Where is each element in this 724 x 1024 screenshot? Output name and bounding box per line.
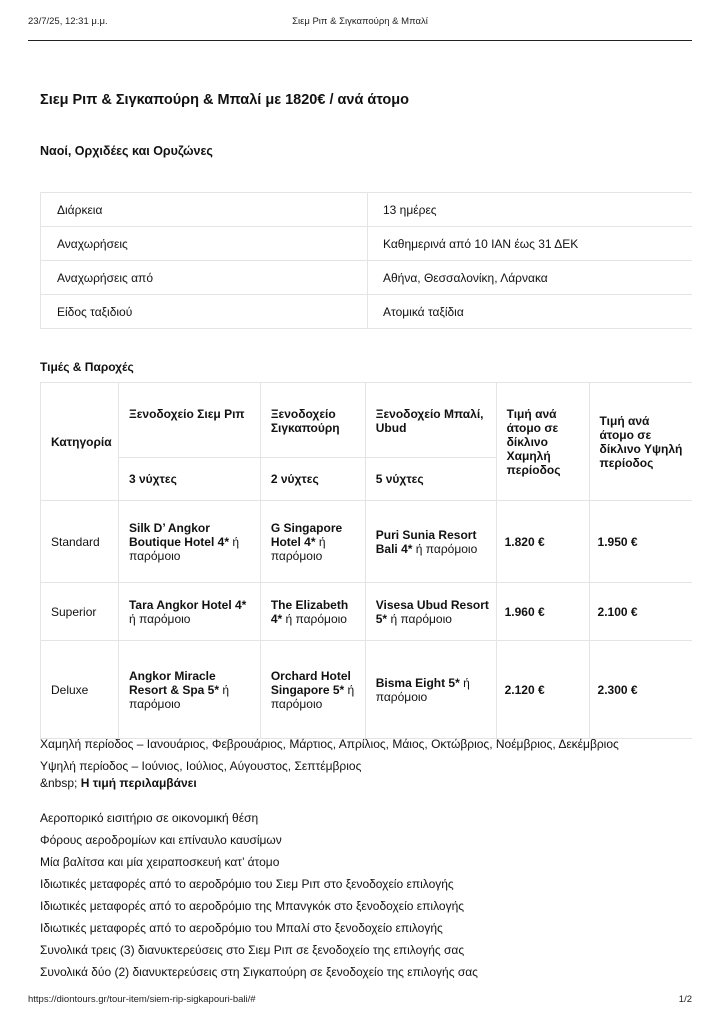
list-item: Ιδιωτικές μεταφορές από το αεροδρόμιο της Μπανγκόκ στο ξενοδοχείο επιλογής <box>40 899 465 913</box>
or-similar: ή παρόμοιο <box>375 675 470 704</box>
info-label: Διάρκεια <box>41 193 368 227</box>
list-item: Μία βαλίτσα και μία χειραποσκευή κατ’ άτομο <box>40 855 280 869</box>
category-name: Superior <box>41 583 119 641</box>
hotel-cell <box>118 501 260 583</box>
header-category: Κατηγορία <box>41 383 119 501</box>
price-high: 1.950 € <box>589 501 692 583</box>
or-similar: ή παρόμοιο <box>415 541 478 556</box>
page-title: Σιεμ Ριπ & Σιγκαπούρη & Μπαλί με 1820€ / ανά άτομο <box>40 92 409 108</box>
hotel-name: Visesa Ubud Resort 5* <box>375 597 489 626</box>
price-row-deluxe <box>41 641 693 739</box>
info-row-departures <box>41 227 693 261</box>
info-value: Ατομικά ταξίδια <box>368 295 693 329</box>
hotel-name: G Singapore Hotel 4* <box>270 520 343 549</box>
hotel-name: Orchard Hotel Singapore 5* <box>270 668 351 697</box>
includes-title: Η τιμή περιλαμβάνει <box>80 776 197 790</box>
prices-title: Τιμές & Παροχές <box>40 360 134 374</box>
info-value: 13 ημέρες <box>368 193 693 227</box>
hotel-cell <box>118 583 260 641</box>
info-label: Αναχωρήσεις από <box>41 261 368 295</box>
nights-singapore: 2 νύχτες <box>260 458 365 501</box>
info-label: Αναχωρήσεις <box>41 227 368 261</box>
header-hotel-bali: Ξενοδοχείο Μπαλί, Ubud <box>365 383 496 458</box>
hotel-cell <box>365 501 496 583</box>
hotel-name: Puri Sunia Resort Bali 4* <box>375 527 477 556</box>
includes-heading <box>40 776 197 790</box>
or-similar: ή παρόμοιο <box>390 611 452 626</box>
hotel-name: Bisma Eight 5* <box>375 675 460 690</box>
low-season: Χαμηλή περίοδος – Ιανουάριος, Φεβρουάριος, Μάρτιος, Απρίλιος, Μάιος, Οκτώβριος, Νοέμβριος, Δεκέμβριος <box>40 737 619 751</box>
price-low: 1.960 € <box>496 583 589 641</box>
or-similar: ή παρόμοιο <box>285 611 347 626</box>
tour-info-table <box>40 192 692 329</box>
print-header <box>28 12 692 42</box>
hotel-cell <box>260 583 365 641</box>
list-item: Ιδιωτικές μεταφορές από το αεροδρόμιο του Μπαλί στο ξενοδοχείο επιλογής <box>40 921 443 935</box>
page-number: 1/2 <box>678 994 692 1005</box>
list-item: Συνολικά τρεις (3) διανυκτερεύσεις στο Σιεμ Ριπ σε ξενοδοχείο της επιλογής σας <box>40 943 465 957</box>
header-hotel-siem-reap: Ξενοδοχείο Σιεμ Ριπ <box>118 383 260 458</box>
hotel-cell <box>260 501 365 583</box>
list-item: Φόρους αεροδρομίων και επίναυλο καυσίμων <box>40 833 282 847</box>
list-item: Ιδιωτικές μεταφορές από το αεροδρόμιο του Σιεμ Ριπ στο ξενοδοχείο επιλογής <box>40 877 454 891</box>
header-divider <box>28 40 692 41</box>
includes-prefix: &nbsp; <box>40 776 81 790</box>
price-high: 2.100 € <box>589 583 692 641</box>
hotel-cell <box>365 583 496 641</box>
page-url: https://diontours.gr/tour-item/siem-rip-sigkapouri-bali/# <box>28 994 256 1005</box>
nights-bali: 5 νύχτες <box>365 458 496 501</box>
list-item: Συνολικά δύο (2) διανυκτερεύσεις στη Σιγκαπούρη σε ξενοδοχείο της επιλογής σας <box>40 965 478 979</box>
print-datetime: 23/7/25, 12:31 μ.μ. <box>28 16 108 27</box>
high-season: Υψηλή περίοδος – Ιούνιος, Ιούλιος, Αύγουστος, Σεπτέμβριος <box>40 759 362 773</box>
includes-list <box>40 807 478 983</box>
price-row-superior <box>41 583 693 641</box>
hotel-cell <box>260 641 365 739</box>
list-item: Αεροπορικό εισιτήριο σε οικονομική θέση <box>40 811 259 825</box>
hotel-name: The Elizabeth 4* <box>270 597 349 626</box>
header-price-high: Τιμή ανά άτομο σε δίκλινο Υψηλή περίοδος <box>589 383 692 501</box>
price-low: 2.120 € <box>496 641 589 739</box>
hotel-cell <box>365 641 496 739</box>
seasons-note <box>40 733 619 777</box>
header-hotel-singapore: Ξενοδοχείο Σιγκαπούρη <box>260 383 365 458</box>
price-low: 1.820 € <box>496 501 589 583</box>
hotel-name: Angkor Miracle Resort & Spa 5* <box>128 668 220 697</box>
hotel-cell <box>118 641 260 739</box>
print-title: Σιεμ Ριπ & Σιγκαπούρη & Μπαλί <box>292 16 428 27</box>
or-similar: ή παρόμοιο <box>128 611 191 626</box>
or-similar: ή παρόμοιο <box>128 682 230 711</box>
price-header-row <box>41 383 693 458</box>
category-name: Deluxe <box>41 641 119 739</box>
info-value: Καθημερινά από 10 ΙΑΝ έως 31 ΔΕΚ <box>368 227 693 261</box>
info-value: Αθήνα, Θεσσαλονίκη, Λάρνακα <box>368 261 693 295</box>
price-high: 2.300 € <box>589 641 692 739</box>
hotel-name: Silk D’ Angkor Boutique Hotel 4* <box>128 520 229 549</box>
or-similar: ή παρόμοιο <box>270 682 355 711</box>
price-table <box>40 382 692 739</box>
tour-subtitle: Ναοί, Ορχιδέες και Ορυζώνες <box>40 144 213 158</box>
hotel-name: Tara Angkor Hotel 4* <box>128 597 247 612</box>
or-similar: ή παρόμοιο <box>270 534 326 563</box>
header-price-low: Τιμή ανά άτομο σε δίκλινο Χαμηλή περίοδος <box>496 383 589 501</box>
info-row-trip-type <box>41 295 693 329</box>
info-label: Είδος ταξιδιού <box>41 295 368 329</box>
or-similar: ή παρόμοιο <box>128 534 240 563</box>
info-row-duration <box>41 193 693 227</box>
nights-siem-reap: 3 νύχτες <box>118 458 260 501</box>
price-row-standard <box>41 501 693 583</box>
info-row-departures-from <box>41 261 693 295</box>
category-name: Standard <box>41 501 119 583</box>
